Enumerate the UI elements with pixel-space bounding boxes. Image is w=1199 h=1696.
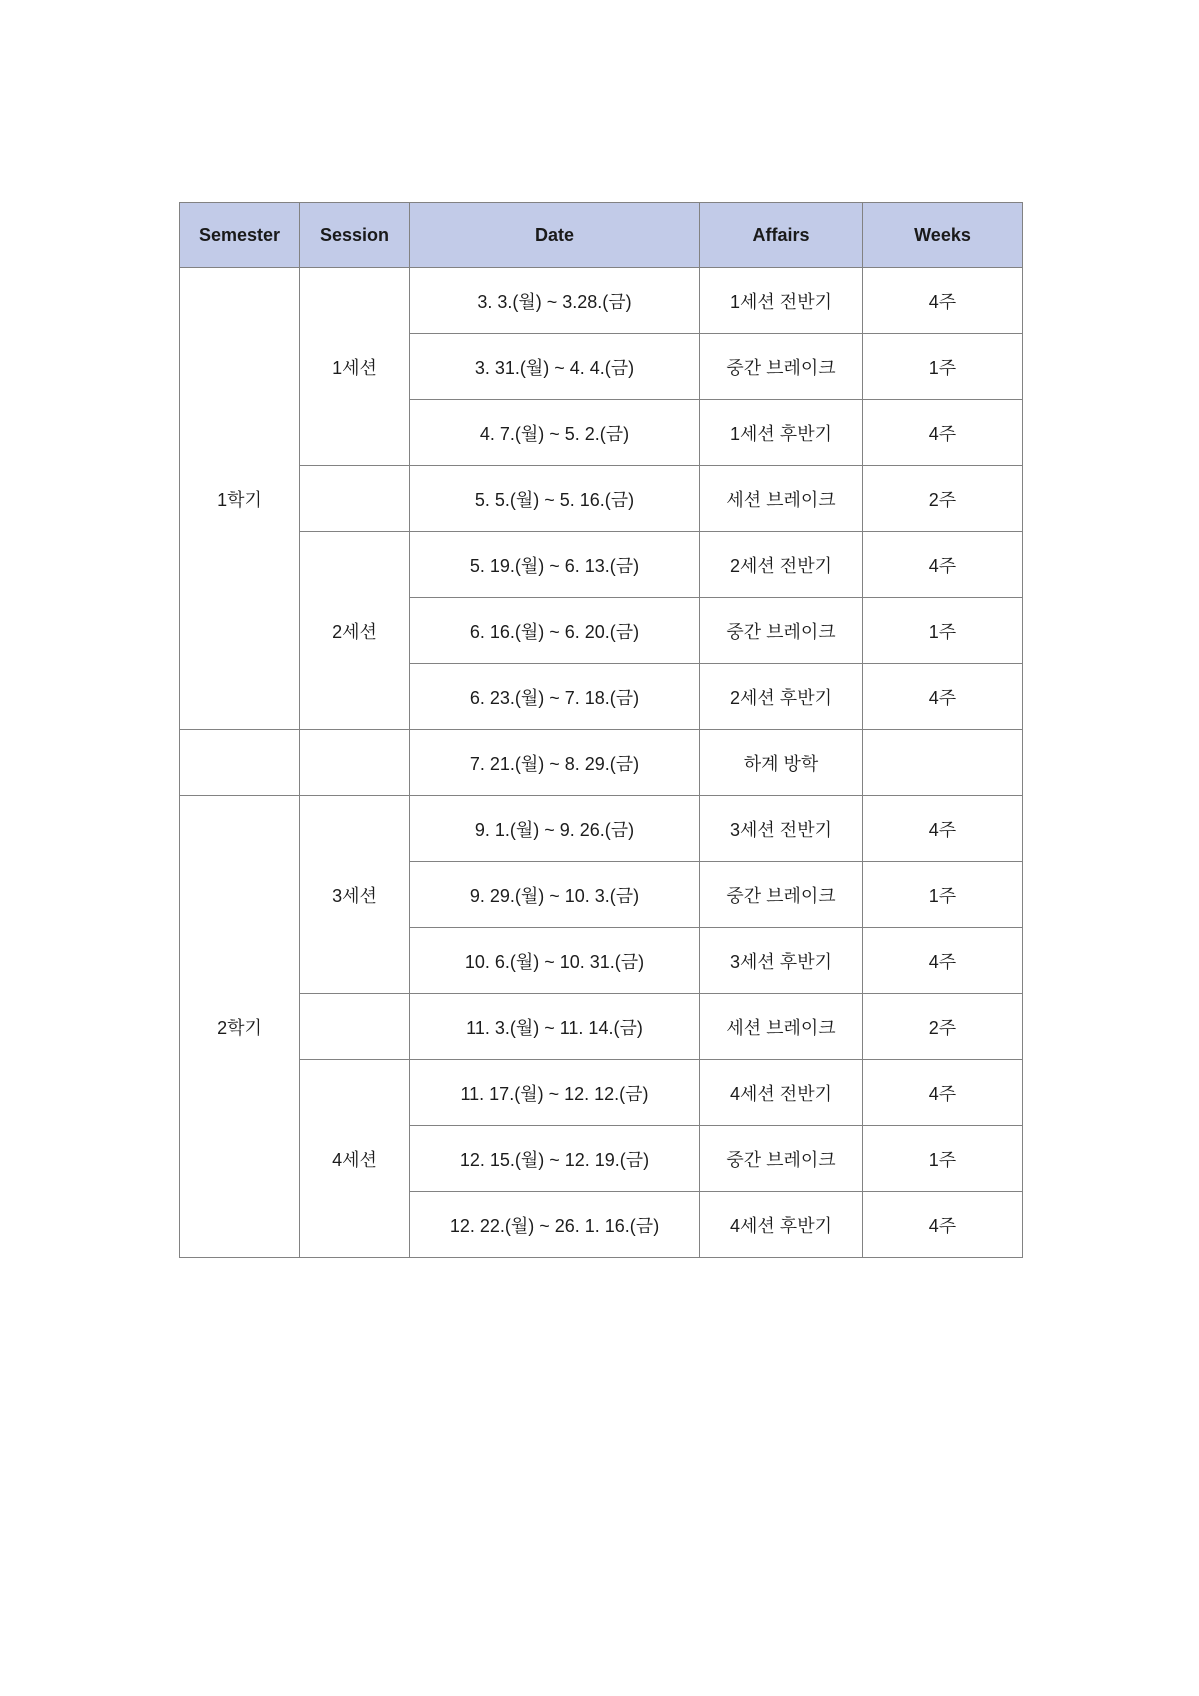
cell-affairs: 하계 방학 (700, 730, 863, 796)
cell-weeks: 1주 (863, 334, 1023, 400)
cell-weeks: 4주 (863, 1060, 1023, 1126)
cell-date: 12. 22.(월) ~ 26. 1. 16.(금) (410, 1192, 700, 1258)
cell-affairs: 중간 브레이크 (700, 1126, 863, 1192)
cell-session-4: 4세션 (300, 1060, 410, 1258)
cell-date: 3. 3.(월) ~ 3.28.(금) (410, 268, 700, 334)
cell-date: 6. 23.(월) ~ 7. 18.(금) (410, 664, 700, 730)
cell-session-2: 2세션 (300, 532, 410, 730)
cell-weeks: 1주 (863, 862, 1023, 928)
cell-session-empty (300, 994, 410, 1060)
cell-affairs: 2세션 전반기 (700, 532, 863, 598)
cell-date: 3. 31.(월) ~ 4. 4.(금) (410, 334, 700, 400)
cell-date: 7. 21.(월) ~ 8. 29.(금) (410, 730, 700, 796)
table-row (180, 268, 1023, 334)
header-affairs: Affairs (700, 203, 863, 268)
cell-semester-empty (180, 730, 300, 796)
cell-weeks: 1주 (863, 598, 1023, 664)
table-row (180, 994, 1023, 1060)
table-row (180, 466, 1023, 532)
cell-weeks: 4주 (863, 928, 1023, 994)
cell-session-empty (300, 730, 410, 796)
cell-date: 11. 17.(월) ~ 12. 12.(금) (410, 1060, 700, 1126)
table-row (180, 1060, 1023, 1126)
table-row (180, 532, 1023, 598)
header-session: Session (300, 203, 410, 268)
cell-date: 5. 5.(월) ~ 5. 16.(금) (410, 466, 700, 532)
cell-affairs: 세션 브레이크 (700, 466, 863, 532)
cell-weeks (863, 730, 1023, 796)
table-row (180, 730, 1023, 796)
cell-affairs: 세션 브레이크 (700, 994, 863, 1060)
cell-affairs: 중간 브레이크 (700, 598, 863, 664)
cell-weeks: 4주 (863, 1192, 1023, 1258)
cell-session-3: 3세션 (300, 796, 410, 994)
schedule-table (179, 202, 1023, 1258)
cell-session-empty (300, 466, 410, 532)
cell-date: 11. 3.(월) ~ 11. 14.(금) (410, 994, 700, 1060)
cell-date: 9. 29.(월) ~ 10. 3.(금) (410, 862, 700, 928)
cell-date: 12. 15.(월) ~ 12. 19.(금) (410, 1126, 700, 1192)
cell-affairs: 중간 브레이크 (700, 334, 863, 400)
cell-affairs: 4세션 전반기 (700, 1060, 863, 1126)
cell-affairs: 3세션 전반기 (700, 796, 863, 862)
cell-date: 4. 7.(월) ~ 5. 2.(금) (410, 400, 700, 466)
cell-session-1: 1세션 (300, 268, 410, 466)
cell-date: 10. 6.(월) ~ 10. 31.(금) (410, 928, 700, 994)
header-date: Date (410, 203, 700, 268)
cell-affairs: 1세션 후반기 (700, 400, 863, 466)
cell-weeks: 4주 (863, 664, 1023, 730)
cell-weeks: 2주 (863, 994, 1023, 1060)
cell-weeks: 4주 (863, 268, 1023, 334)
cell-affairs: 3세션 후반기 (700, 928, 863, 994)
cell-weeks: 2주 (863, 466, 1023, 532)
header-row (180, 203, 1023, 268)
cell-semester-2: 2학기 (180, 796, 300, 1258)
cell-affairs: 1세션 전반기 (700, 268, 863, 334)
cell-weeks: 4주 (863, 400, 1023, 466)
header-weeks: Weeks (863, 203, 1023, 268)
cell-date: 9. 1.(월) ~ 9. 26.(금) (410, 796, 700, 862)
cell-weeks: 4주 (863, 532, 1023, 598)
table-row (180, 796, 1023, 862)
cell-date: 6. 16.(월) ~ 6. 20.(금) (410, 598, 700, 664)
cell-affairs: 2세션 후반기 (700, 664, 863, 730)
header-semester: Semester (180, 203, 300, 268)
cell-date: 5. 19.(월) ~ 6. 13.(금) (410, 532, 700, 598)
cell-affairs: 4세션 후반기 (700, 1192, 863, 1258)
cell-weeks: 4주 (863, 796, 1023, 862)
cell-affairs: 중간 브레이크 (700, 862, 863, 928)
cell-semester-1: 1학기 (180, 268, 300, 730)
cell-weeks: 1주 (863, 1126, 1023, 1192)
